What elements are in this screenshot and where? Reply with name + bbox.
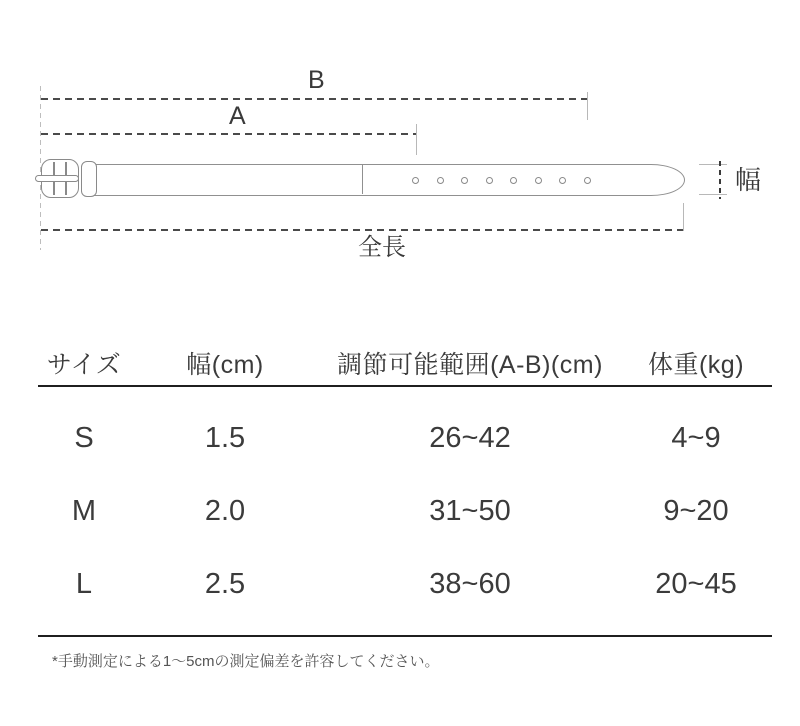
weight-value: 9~20 — [663, 495, 729, 527]
dimension-label-a: A — [229, 102, 246, 130]
measurement-deviation-note: *手動測定による1〜5cmの測定偏差を許容してください。 — [52, 653, 440, 670]
belt-keeper-loop — [81, 161, 97, 197]
size-value: S — [74, 422, 94, 454]
belt-hole — [535, 177, 542, 184]
belt-seam-line — [362, 165, 363, 194]
table-row-m — [38, 475, 772, 548]
width-value: 2.0 — [204, 495, 246, 527]
weight-value: 20~45 — [655, 568, 737, 600]
dimension-label-b: B — [308, 66, 325, 94]
size-table-body — [38, 387, 772, 621]
belt-strap — [90, 164, 685, 196]
dimension-tick-b-end — [587, 92, 588, 120]
header-width-cm: 幅(cm) — [186, 350, 264, 379]
dimension-line-a — [41, 133, 417, 135]
width-value: 2.5 — [204, 568, 246, 600]
belt-hole — [412, 177, 419, 184]
range-value: 26~42 — [429, 422, 511, 454]
belt-hole — [510, 177, 517, 184]
range-value: 31~50 — [429, 495, 511, 527]
belt-hole — [559, 177, 566, 184]
width-dimension-line — [719, 161, 721, 199]
width-value: 1.5 — [204, 422, 246, 454]
width-extension-bottom — [699, 194, 727, 195]
width-extension-top — [699, 164, 727, 165]
weight-value: 4~9 — [671, 422, 721, 454]
total-length-label: 全長 — [358, 234, 406, 261]
table-row-l — [38, 548, 772, 621]
belt-hole — [461, 177, 468, 184]
size-value: M — [71, 495, 97, 527]
table-row-s — [38, 402, 772, 475]
belt-hole — [584, 177, 591, 184]
width-label: 幅 — [735, 165, 762, 195]
header-size: サイズ — [46, 350, 122, 379]
total-length-line — [41, 229, 684, 231]
header-weight-kg: 体重(kg) — [647, 350, 745, 379]
size-table — [38, 340, 772, 637]
header-adjustable-range: 調節可能範囲(A-B)(cm) — [337, 350, 603, 379]
dimension-line-b — [41, 98, 588, 100]
size-value: L — [75, 568, 93, 600]
buckle-prong — [35, 175, 79, 182]
belt-hole — [437, 177, 444, 184]
total-length-tick-end — [683, 203, 684, 231]
dimension-tick-a-end — [416, 124, 417, 155]
table-bottom-rule — [38, 635, 772, 637]
belt-hole — [486, 177, 493, 184]
size-table-header — [38, 340, 772, 387]
range-value: 38~60 — [429, 568, 511, 600]
